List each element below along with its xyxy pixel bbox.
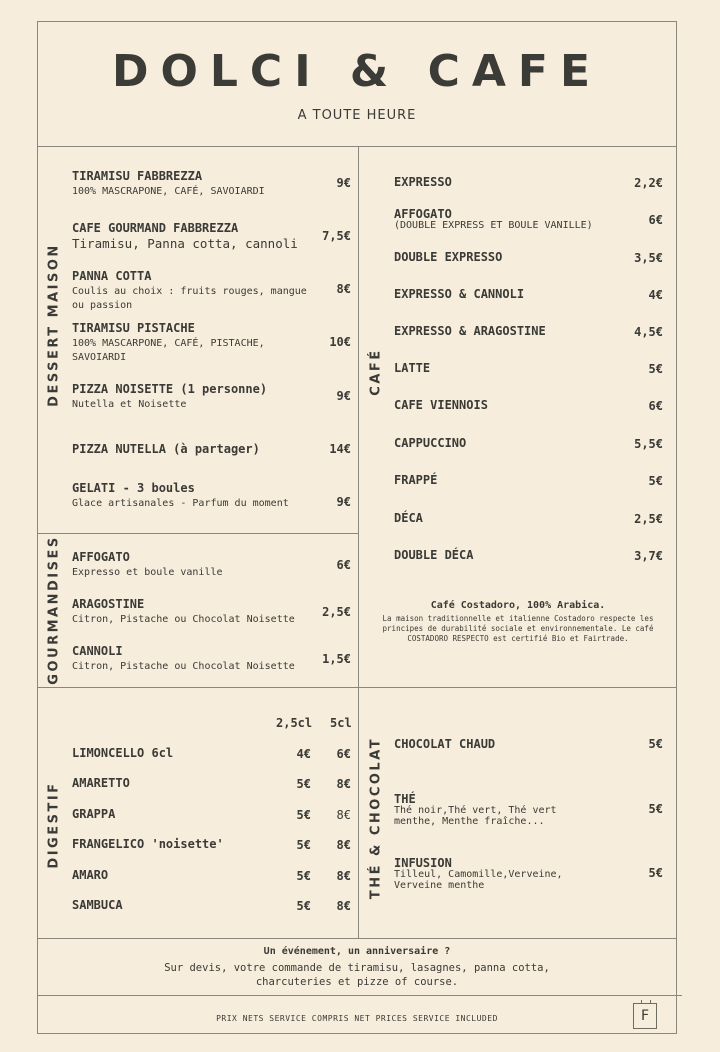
logo-letter: F xyxy=(640,1008,650,1024)
menu-item xyxy=(394,737,495,751)
item-price: 2,5€ xyxy=(322,605,351,619)
item-price: 5€ xyxy=(648,474,663,488)
footer-note: PRIX NETS SERVICE COMPRIS NET PRICES SERVICE INCLUDED xyxy=(216,1014,498,1023)
menu-item xyxy=(72,221,322,251)
item-name: CAPPUCCINO xyxy=(394,436,467,450)
menu-item xyxy=(72,169,322,199)
item-name: CANNOLI xyxy=(72,644,123,658)
item-name: CAFE VIENNOIS xyxy=(394,398,488,412)
menu-item xyxy=(394,398,488,412)
menu-item xyxy=(394,175,452,189)
item-price: 3,5€ xyxy=(634,251,663,265)
item-price: 5€ xyxy=(648,737,663,751)
item-price-2-5cl: 5€ xyxy=(296,869,311,883)
coffee-note-title: Café Costadoro, 100% Arabica. xyxy=(430,600,606,611)
menu-item xyxy=(394,361,430,375)
item-name: INFUSION xyxy=(394,856,452,870)
item-name: TIRAMISU PISTACHE xyxy=(72,321,195,335)
logo-bar xyxy=(641,1000,651,1004)
menu-item xyxy=(72,807,115,821)
section-label-digestif: DIGESTIF xyxy=(46,781,62,869)
section-label-dessert: DESSERT MAISON xyxy=(46,243,62,407)
section-label-cafe: CAFÉ xyxy=(368,348,384,396)
menu-item xyxy=(394,473,437,487)
item-price: 9€ xyxy=(336,389,351,403)
item-name: PIZZA NOISETTE (1 personne) xyxy=(72,382,268,396)
item-description: Thé noir,Thé vert, Thé vert menthe, Menthe fraîche... xyxy=(394,805,557,827)
item-name: AFFOGATO xyxy=(72,550,130,564)
item-description: (DOUBLE EXPRESS ET BOULE VANILLE) xyxy=(394,220,593,231)
item-price: 4€ xyxy=(648,288,663,302)
divider-footer xyxy=(37,995,682,996)
item-name: FRAPPÉ xyxy=(394,473,438,487)
menu-item xyxy=(394,436,466,450)
item-price-5cl: 6€ xyxy=(336,747,351,761)
item-name: AMARETTO xyxy=(72,776,130,790)
menu-item xyxy=(72,597,322,627)
divider-gourmandises xyxy=(37,533,358,534)
item-price: 8€ xyxy=(336,282,351,296)
item-name: DOUBLE EXPRESSO xyxy=(394,250,503,264)
item-name: GRAPPA xyxy=(72,807,116,821)
item-name: LATTE xyxy=(394,361,431,375)
menu-item xyxy=(72,868,108,882)
item-name: AMARO xyxy=(72,868,109,882)
column-header-5cl: 5cl xyxy=(330,716,352,730)
item-price-5cl: 8€ xyxy=(336,777,351,791)
menu-item xyxy=(72,746,173,760)
item-name: DOUBLE DÉCA xyxy=(394,548,474,562)
section-label-gourmandises: GOURMANDISES xyxy=(46,535,62,685)
item-name: LIMONCELLO 6cl xyxy=(72,746,174,760)
event-title: Un événement, un anniversaire ? xyxy=(263,946,451,957)
item-name: EXPRESSO & CANNOLI xyxy=(394,287,525,301)
item-price: 3,7€ xyxy=(634,549,663,563)
item-price-2-5cl: 5€ xyxy=(296,838,311,852)
menu-item xyxy=(72,442,322,456)
item-price-2-5cl: 4€ xyxy=(296,747,311,761)
item-description: Glace artisanales - Parfum du moment xyxy=(72,498,289,509)
item-price: 5€ xyxy=(648,802,663,816)
item-price: 6€ xyxy=(648,399,663,413)
item-price: 7,5€ xyxy=(322,229,351,243)
item-price: 9€ xyxy=(336,495,351,509)
item-description: Coulis au choix : fruits rouges, mangue ou passion xyxy=(72,286,307,311)
menu-item xyxy=(72,382,322,412)
item-name: AFFOGATO xyxy=(394,207,452,221)
item-name: CAFE GOURMAND FABBREZZA xyxy=(72,221,239,235)
item-name: EXPRESSO & ARAGOSTINE xyxy=(394,324,546,338)
item-name: PIZZA NUTELLA (à partager) xyxy=(72,442,260,456)
item-price-2-5cl: 5€ xyxy=(296,808,311,822)
menu-item xyxy=(72,550,322,580)
item-price-5cl: 8€ xyxy=(336,808,351,822)
menu-item xyxy=(394,207,634,231)
item-name: DÉCA xyxy=(394,511,423,525)
item-description: Tilleul, Camomille,Verveine, Verveine menthe xyxy=(394,869,563,891)
item-name: GELATI - 3 boules xyxy=(72,481,195,495)
item-price-2-5cl: 5€ xyxy=(296,777,311,791)
item-name: ARAGOSTINE xyxy=(72,597,145,611)
menu-item xyxy=(394,792,594,827)
item-price: 6€ xyxy=(648,213,663,227)
item-name: SAMBUCA xyxy=(72,898,123,912)
menu-item xyxy=(394,250,502,264)
item-price: 6€ xyxy=(336,558,351,572)
event-body: Sur devis, votre commande de tiramisu, lasagnes, panna cotta, charcuteries et pizze of course. xyxy=(164,962,550,988)
menu-item xyxy=(394,548,473,562)
divider-header xyxy=(37,146,677,147)
menu-item xyxy=(72,776,130,790)
item-price-5cl: 8€ xyxy=(336,899,351,913)
item-name: EXPRESSO xyxy=(394,175,452,189)
item-price: 4,5€ xyxy=(634,325,663,339)
menu-item xyxy=(72,269,320,313)
item-name: TIRAMISU FABBREZZA xyxy=(72,169,203,183)
menu-subtitle: A TOUTE HEURE xyxy=(297,108,417,123)
divider-digestif xyxy=(37,687,677,688)
item-description: Expresso et boule vanille xyxy=(72,567,223,578)
column-header-2-5cl: 2,5cl xyxy=(276,716,313,730)
item-price: 2,2€ xyxy=(634,176,663,190)
item-price: 5,5€ xyxy=(634,437,663,451)
item-price: 9€ xyxy=(336,176,351,190)
item-name: FRANGELICO 'noisette' xyxy=(72,837,224,851)
item-description: Tiramisu, Panna cotta, cannoli xyxy=(72,236,298,251)
menu-item xyxy=(72,481,322,511)
item-description: 100% MASCARPONE, CAFÉ, PISTACHE, SAVOIARDI xyxy=(72,338,265,363)
menu-item xyxy=(72,837,224,851)
item-name: THÉ xyxy=(394,792,416,806)
item-price-2-5cl: 5€ xyxy=(296,899,311,913)
divider-column xyxy=(358,146,359,938)
menu-item xyxy=(394,324,546,338)
brand-logo xyxy=(633,1003,657,1029)
item-price: 5€ xyxy=(648,866,663,880)
item-price: 2,5€ xyxy=(634,512,663,526)
item-price: 5€ xyxy=(648,362,663,376)
item-price: 14€ xyxy=(329,442,351,456)
section-label-the-chocolat: THÉ & CHOCOLAT xyxy=(368,736,384,900)
item-name: CHOCOLAT CHAUD xyxy=(394,737,496,751)
item-price: 10€ xyxy=(329,335,351,349)
item-description: 100% MASCRAPONE, CAFÉ, SAVOIARDI xyxy=(72,186,265,197)
menu-item xyxy=(72,644,322,674)
menu-item xyxy=(72,321,292,365)
item-price-5cl: 8€ xyxy=(336,838,351,852)
item-price-5cl: 8€ xyxy=(336,869,351,883)
divider-event xyxy=(37,938,677,939)
item-description: Nutella et Noisette xyxy=(72,399,187,410)
menu-item xyxy=(394,287,524,301)
item-description: Citron, Pistache ou Chocolat Noisette xyxy=(72,661,295,672)
item-name: PANNA COTTA xyxy=(72,269,152,283)
menu-item xyxy=(394,856,594,891)
menu-title: DOLCI & CAFE xyxy=(111,46,603,97)
item-price: 1,5€ xyxy=(322,652,351,666)
item-description: Citron, Pistache ou Chocolat Noisette xyxy=(72,614,295,625)
coffee-note-body: La maison traditionnelle et italienne Costadoro respecte les principes de durabilité sociale et environnementale. Le café COSTADORO RESPECTO est certifié Bio et Fairtrade. xyxy=(382,614,654,643)
menu-item xyxy=(72,898,123,912)
menu-item xyxy=(394,511,423,525)
